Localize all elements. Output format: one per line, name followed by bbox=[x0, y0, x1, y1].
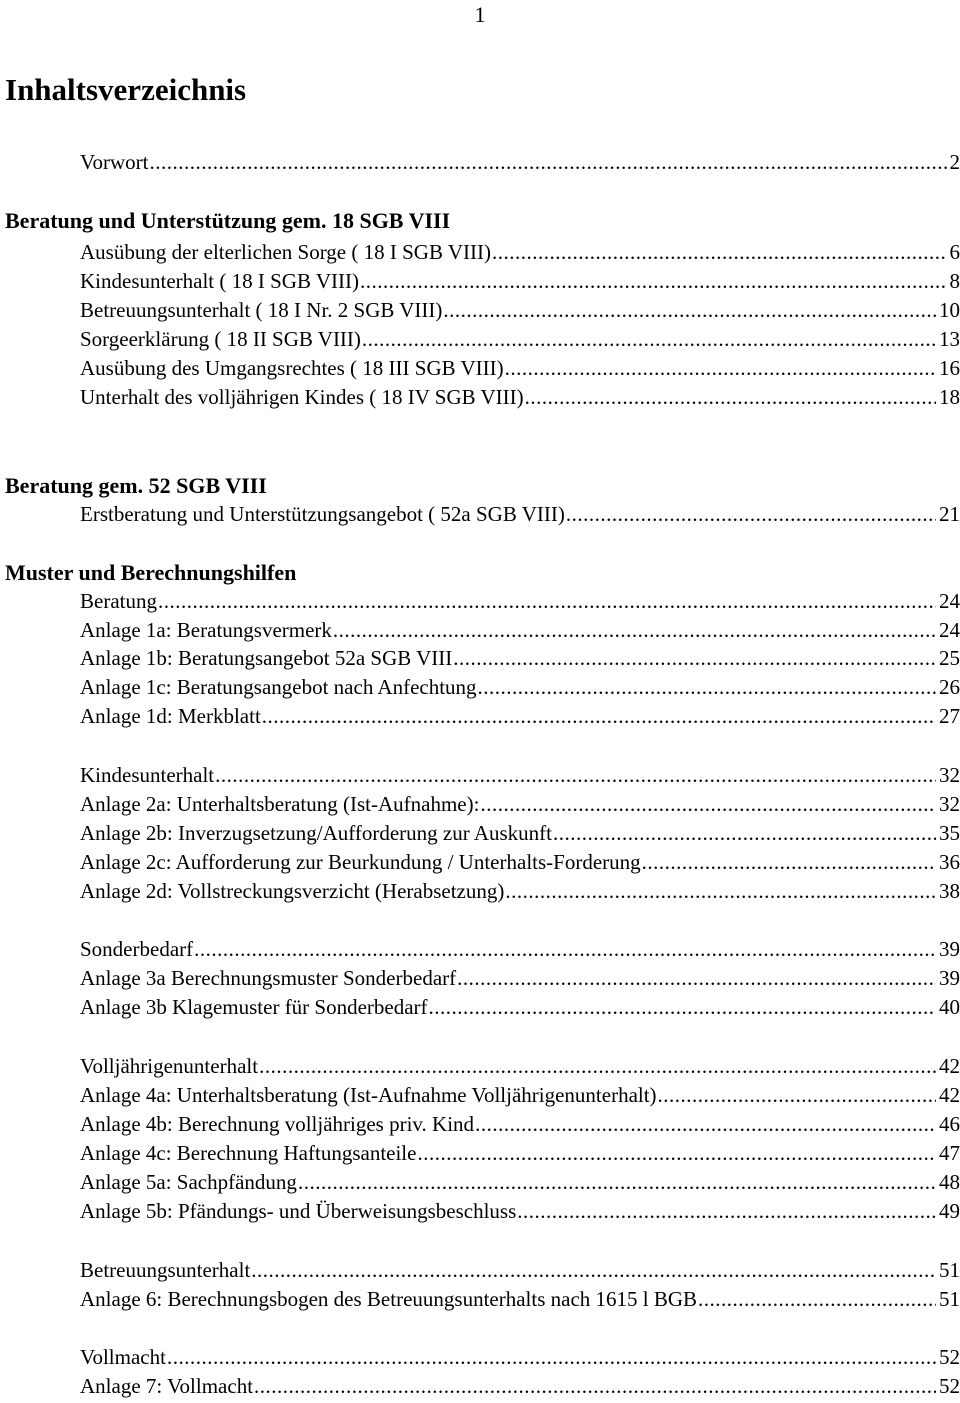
toc-entry-label: Anlage 2a: Unterhaltsberatung (Ist-Aufnahme): bbox=[80, 792, 479, 817]
toc-dot-leader bbox=[525, 385, 936, 410]
toc-entry[interactable] bbox=[80, 821, 960, 850]
toc-section-heading: Beratung gem. 52 SGB VIII bbox=[5, 473, 267, 499]
toc-entry-label: Anlage 5b: Pfändungs- und Überweisungsbeschluss bbox=[80, 1199, 516, 1224]
toc-entry-page-number: 39 bbox=[939, 937, 960, 962]
toc-dot-leader bbox=[417, 1141, 936, 1166]
toc-entry-page-number: 21 bbox=[939, 502, 960, 527]
toc-entry-page-number: 46 bbox=[939, 1112, 960, 1137]
toc-entry-label: Vorwort bbox=[80, 150, 148, 175]
toc-entry-label: Anlage 1b: Beratungsangebot 52a SGB VIII bbox=[80, 646, 452, 671]
toc-entry[interactable] bbox=[80, 618, 960, 647]
toc-entry-label: Anlage 7: Vollmacht bbox=[80, 1374, 253, 1399]
toc-dot-leader bbox=[443, 298, 936, 323]
toc-dot-leader bbox=[478, 675, 936, 700]
toc-dot-leader bbox=[457, 966, 936, 991]
toc-dot-leader bbox=[517, 1199, 936, 1224]
toc-dot-leader bbox=[492, 240, 947, 265]
toc-entry-label: Anlage 4b: Berechnung volljähriges priv. Kind bbox=[80, 1112, 474, 1137]
toc-entry-label: Vollmacht bbox=[80, 1345, 166, 1370]
toc-entry-label: Anlage 3b Klagemuster für Sonderbedarf bbox=[80, 995, 428, 1020]
toc-entry-page-number: 51 bbox=[939, 1258, 960, 1283]
document-title: Inhaltsverzeichnis bbox=[5, 72, 246, 108]
toc-entry-page-number: 36 bbox=[939, 850, 960, 875]
toc-entry-label: Anlage 2c: Aufforderung zur Beurkundung / Unterhalts-Forderung bbox=[80, 850, 641, 875]
toc-entry-label: Sorgeerklärung ( 18 II SGB VIII) bbox=[80, 327, 361, 352]
toc-entry[interactable] bbox=[80, 240, 960, 269]
toc-dot-leader bbox=[553, 821, 936, 846]
toc-dot-leader bbox=[360, 269, 947, 294]
toc-entry[interactable] bbox=[80, 150, 960, 179]
toc-dot-leader bbox=[254, 1374, 936, 1399]
toc-entry-label: Unterhalt des volljährigen Kindes ( 18 IV SGB VIII) bbox=[80, 385, 524, 410]
toc-entry-page-number: 49 bbox=[939, 1199, 960, 1224]
toc-entry[interactable] bbox=[80, 879, 960, 908]
toc-entry-page-number: 24 bbox=[939, 589, 960, 614]
toc-dot-leader bbox=[259, 1054, 936, 1079]
toc-entry-label: Anlage 6: Berechnungsbogen des Betreuungsunterhalts nach 1615 l BGB bbox=[80, 1287, 697, 1312]
toc-entry[interactable] bbox=[80, 646, 960, 675]
toc-entry[interactable] bbox=[80, 327, 960, 356]
toc-entry-label: Anlage 2d: Vollstreckungsverzicht (Herabsetzung) bbox=[80, 879, 504, 904]
toc-dot-leader bbox=[658, 1083, 936, 1108]
toc-entry-page-number: 32 bbox=[939, 792, 960, 817]
toc-entry-label: Kindesunterhalt bbox=[80, 763, 214, 788]
toc-dot-leader bbox=[505, 356, 936, 381]
toc-entry[interactable] bbox=[80, 1054, 960, 1083]
toc-section-heading: Muster und Berechnungshilfen bbox=[5, 560, 296, 586]
toc-entry[interactable] bbox=[80, 1374, 960, 1403]
toc-dot-leader bbox=[298, 1170, 936, 1195]
toc-dot-leader bbox=[480, 792, 936, 817]
toc-dot-leader bbox=[453, 646, 936, 671]
toc-entry-page-number: 2 bbox=[950, 150, 960, 175]
toc-entry[interactable] bbox=[80, 1170, 960, 1199]
toc-entry[interactable] bbox=[80, 1112, 960, 1141]
toc-entry-page-number: 51 bbox=[939, 1287, 960, 1312]
toc-entry[interactable] bbox=[80, 1287, 960, 1316]
toc-entry[interactable] bbox=[80, 1258, 960, 1287]
toc-entry-label: Beratung bbox=[80, 589, 157, 614]
toc-entry[interactable] bbox=[80, 966, 960, 995]
toc-entry-label: Anlage 1c: Beratungsangebot nach Anfechtung bbox=[80, 675, 477, 700]
toc-entry[interactable] bbox=[80, 1199, 960, 1228]
toc-entry-page-number: 25 bbox=[939, 646, 960, 671]
toc-entry-page-number: 13 bbox=[939, 327, 960, 352]
toc-entry-label: Ausübung der elterlichen Sorge ( 18 I SGB VIII) bbox=[80, 240, 491, 265]
toc-entry-label: Betreuungsunterhalt bbox=[80, 1258, 250, 1283]
toc-dot-leader bbox=[251, 1258, 936, 1283]
toc-entry-label: Ausübung des Umgangsrechtes ( 18 III SGB VIII) bbox=[80, 356, 504, 381]
toc-entry[interactable] bbox=[80, 1141, 960, 1170]
toc-entry-label: Volljährigenunterhalt bbox=[80, 1054, 258, 1079]
toc-entry-label: Sonderbedarf bbox=[80, 937, 193, 962]
toc-entry[interactable] bbox=[80, 269, 960, 298]
toc-dot-leader bbox=[698, 1287, 936, 1312]
toc-entry-page-number: 35 bbox=[939, 821, 960, 846]
toc-entry-page-number: 47 bbox=[939, 1141, 960, 1166]
toc-entry[interactable] bbox=[80, 589, 960, 618]
toc-entry[interactable] bbox=[80, 1345, 960, 1374]
toc-entry[interactable] bbox=[80, 792, 960, 821]
toc-dot-leader bbox=[262, 704, 936, 729]
toc-entry-page-number: 48 bbox=[939, 1170, 960, 1195]
toc-entry-page-number: 27 bbox=[939, 704, 960, 729]
toc-entry-label: Kindesunterhalt ( 18 I SGB VIII) bbox=[80, 269, 359, 294]
toc-entry[interactable] bbox=[80, 850, 960, 879]
toc-entry-label: Anlage 5a: Sachpfändung bbox=[80, 1170, 297, 1195]
toc-dot-leader bbox=[149, 150, 946, 175]
toc-dot-leader bbox=[505, 879, 936, 904]
toc-entry-page-number: 24 bbox=[939, 618, 960, 643]
toc-dot-leader bbox=[215, 763, 936, 788]
toc-entry-label: Anlage 3a Berechnungsmuster Sonderbedarf bbox=[80, 966, 456, 991]
toc-dot-leader bbox=[642, 850, 936, 875]
toc-entry-page-number: 26 bbox=[939, 675, 960, 700]
toc-entry-page-number: 38 bbox=[939, 879, 960, 904]
toc-entry[interactable] bbox=[80, 675, 960, 704]
toc-entry-page-number: 32 bbox=[939, 763, 960, 788]
toc-entry[interactable] bbox=[80, 502, 960, 531]
toc-entry-page-number: 18 bbox=[939, 385, 960, 410]
toc-entry[interactable] bbox=[80, 763, 960, 792]
toc-entry-label: Erstberatung und Unterstützungsangebot ( 52a SGB VIII) bbox=[80, 502, 565, 527]
toc-entry-label: Anlage 2b: Inverzugsetzung/Aufforderung zur Auskunft bbox=[80, 821, 552, 846]
toc-entry-page-number: 42 bbox=[939, 1083, 960, 1108]
toc-dot-leader bbox=[333, 618, 936, 643]
toc-entry[interactable] bbox=[80, 937, 960, 966]
toc-dot-leader bbox=[429, 995, 936, 1020]
page-number: 1 bbox=[0, 2, 960, 28]
toc-entry-page-number: 10 bbox=[939, 298, 960, 323]
toc-entry-label: Betreuungsunterhalt ( 18 I Nr. 2 SGB VIII) bbox=[80, 298, 442, 323]
toc-entry[interactable] bbox=[80, 995, 960, 1024]
toc-entry-page-number: 52 bbox=[939, 1374, 960, 1399]
toc-entry-label: Anlage 4c: Berechnung Haftungsanteile bbox=[80, 1141, 416, 1166]
toc-entry[interactable] bbox=[80, 704, 960, 733]
toc-entry-label: Anlage 4a: Unterhaltsberatung (Ist-Aufnahme Volljährigenunterhalt) bbox=[80, 1083, 657, 1108]
toc-section-heading: Beratung und Unterstützung gem. 18 SGB VIII bbox=[5, 208, 450, 234]
toc-entry[interactable] bbox=[80, 298, 960, 327]
toc-entry-page-number: 40 bbox=[939, 995, 960, 1020]
toc-dot-leader bbox=[566, 502, 936, 527]
toc-entry[interactable] bbox=[80, 385, 960, 414]
toc-dot-leader bbox=[167, 1345, 936, 1370]
toc-entry-page-number: 6 bbox=[950, 240, 960, 265]
toc-dot-leader bbox=[158, 589, 936, 614]
toc-entry[interactable] bbox=[80, 1083, 960, 1112]
toc-dot-leader bbox=[194, 937, 936, 962]
toc-entry-page-number: 42 bbox=[939, 1054, 960, 1079]
toc-entry-page-number: 16 bbox=[939, 356, 960, 381]
toc-entry-label: Anlage 1d: Merkblatt bbox=[80, 704, 261, 729]
toc-entry-page-number: 8 bbox=[950, 269, 960, 294]
toc-dot-leader bbox=[475, 1112, 936, 1137]
toc-entry-label: Anlage 1a: Beratungsvermerk bbox=[80, 618, 332, 643]
toc-entry-page-number: 52 bbox=[939, 1345, 960, 1370]
toc-entry[interactable] bbox=[80, 356, 960, 385]
toc-dot-leader bbox=[362, 327, 936, 352]
toc-entry-page-number: 39 bbox=[939, 966, 960, 991]
